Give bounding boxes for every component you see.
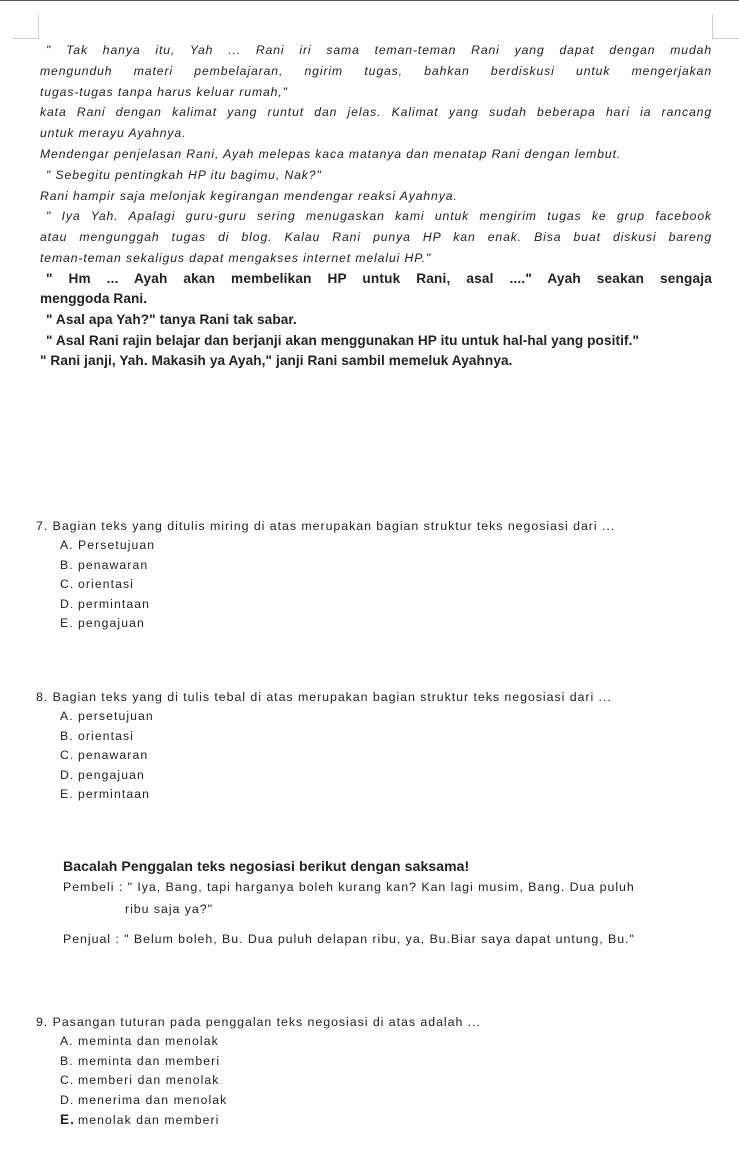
answer-option[interactable]: [36, 785, 726, 805]
option-letter: A.: [60, 1034, 74, 1048]
story-line: untuk merayu Ayahnya.: [40, 126, 187, 141]
story-bold-line: " Asal Rani rajin belajar dan berjanji akan menggunakan HP itu untuk hal-hal yang positif.": [46, 332, 640, 348]
page-corner-mark-right: [712, 14, 739, 39]
option-text: menerima dan menolak: [78, 1092, 228, 1107]
option-text: meminta dan menolak: [78, 1034, 219, 1048]
story-line: " Iya Yah. Apalagi guru-guru sering menugaskan kami untuk mengirim tugas ke grup facebook: [46, 209, 712, 224]
answer-option[interactable]: [36, 575, 726, 595]
answer-option[interactable]: [36, 1091, 726, 1111]
story-line: atau mengunggah tugas di blog. Kalau Rani punya HP kan enak. Bisa buat diskusi bareng: [40, 230, 712, 245]
answer-options: [36, 707, 726, 805]
answer-option[interactable]: [36, 727, 726, 747]
option-letter: D.: [60, 1092, 75, 1107]
answer-option[interactable]: [36, 1071, 726, 1091]
option-letter: B.: [60, 1053, 74, 1068]
option-letter: D.: [60, 767, 75, 782]
story-bold-line: " Asal apa Yah?" tanya Rani tak sabar.: [46, 311, 297, 327]
option-text: penawaran: [78, 748, 149, 763]
option-text: menolak dan memberi: [78, 1113, 220, 1128]
option-text: orientasi: [78, 728, 134, 743]
answer-option[interactable]: [36, 556, 726, 576]
story-line: tugas-tugas tanpa harus keluar rumah,": [40, 84, 288, 99]
option-letter: E.: [60, 616, 74, 631]
option-text: pengajuan: [78, 616, 145, 631]
option-letter: A.: [60, 709, 74, 723]
option-letter: B.: [60, 728, 74, 743]
story-line: teman-teman sekaligus dapat mengakses internet melalui HP.": [40, 250, 432, 265]
question-9: [36, 1012, 726, 1131]
option-letter: C.: [60, 577, 75, 592]
question-7: [36, 516, 726, 634]
option-text: permintaan: [78, 787, 150, 802]
question-stem: 8. Bagian teks yang di tulis tebal di atas merupakan bagian struktur teks negosiasi dari ...: [36, 690, 612, 704]
option-letter: C.: [60, 748, 75, 763]
option-letter: D.: [60, 596, 75, 611]
option-text: pengajuan: [78, 767, 145, 782]
story-line: Mendengar penjelasan Rani, Ayah melepas kaca matanya dan menatap Rani dengan lembut.: [40, 146, 622, 161]
answer-option[interactable]: [36, 746, 726, 766]
option-text: permintaan: [78, 596, 150, 611]
dialog-line-pembeli: Pembeli : " Iya, Bang, tapi harganya boleh kurang kan? Kan lagi musim, Bang. Dua puluh: [63, 880, 635, 894]
story-bold-line: " Rani janji, Yah. Makasih ya Ayah," janji Rani sambil memeluk Ayahnya.: [40, 353, 513, 369]
story-bold-line: menggoda Rani.: [40, 291, 148, 307]
answer-options: [36, 536, 726, 634]
answer-option[interactable]: [36, 707, 726, 727]
page-corner-mark-left: [12, 14, 39, 39]
question-stem: 9. Pasangan tuturan pada penggalan teks negosiasi di atas adalah ...: [36, 1015, 481, 1029]
option-letter: E.: [60, 787, 74, 802]
answer-options: [36, 1032, 726, 1131]
answer-option[interactable]: [36, 766, 726, 786]
answer-option[interactable]: [36, 595, 726, 615]
option-text: orientasi: [78, 577, 134, 592]
option-text: Persetujuan: [78, 538, 156, 552]
question-8: [36, 687, 726, 805]
answer-option[interactable]: [36, 1110, 726, 1131]
option-letter: A.: [60, 538, 74, 552]
option-text: meminta dan memberi: [78, 1053, 221, 1068]
answer-option[interactable]: [36, 1032, 726, 1052]
option-letter: E.: [60, 1112, 76, 1128]
section-heading: Bacalah Penggalan teks negosiasi berikut dengan saksama!: [63, 858, 470, 874]
answer-option[interactable]: [36, 614, 726, 634]
story-line: " Tak hanya itu, Yah ... Rani iri sama teman-teman Rani yang dapat dengan mudah: [46, 43, 712, 57]
story-line: Rani hampir saja melonjak kegirangan mendengar reaksi Ayahnya.: [40, 188, 458, 203]
story-text: [40, 40, 712, 372]
story-line: mengunduh materi pembelajaran, ngirim tugas, bahkan berdiskusi untuk mengerjakan: [40, 63, 712, 78]
option-text: memberi dan menolak: [78, 1073, 220, 1088]
option-text: persetujuan: [78, 709, 154, 723]
answer-option[interactable]: [36, 1052, 726, 1072]
story-line: " Sebegitu pentingkah HP itu bagimu, Nak?": [46, 167, 322, 182]
dialog-excerpt: [63, 876, 723, 950]
top-border: [0, 0, 739, 1]
dialog-line-penjual: Penjual : " Belum boleh, Bu. Dua puluh delapan ribu, ya, Bu.Biar saya dapat untung, Bu.": [63, 932, 635, 946]
option-letter: B.: [60, 557, 74, 572]
question-stem: 7. Bagian teks yang ditulis miring di atas merupakan bagian struktur teks negosiasi dari ...: [36, 519, 616, 533]
story-line: kata Rani dengan kalimat yang runtut dan jelas. Kalimat yang sudah beberapa hari ia rancang: [40, 105, 712, 120]
option-text: penawaran: [78, 557, 149, 572]
dialog-line-pembeli-cont: ribu saja ya?": [125, 902, 213, 916]
option-letter: C.: [60, 1073, 75, 1088]
story-bold-line: " Hm ... Ayah akan membelikan HP untuk Rani, asal ...." Ayah seakan sengaja: [46, 270, 712, 286]
answer-option[interactable]: [36, 536, 726, 556]
